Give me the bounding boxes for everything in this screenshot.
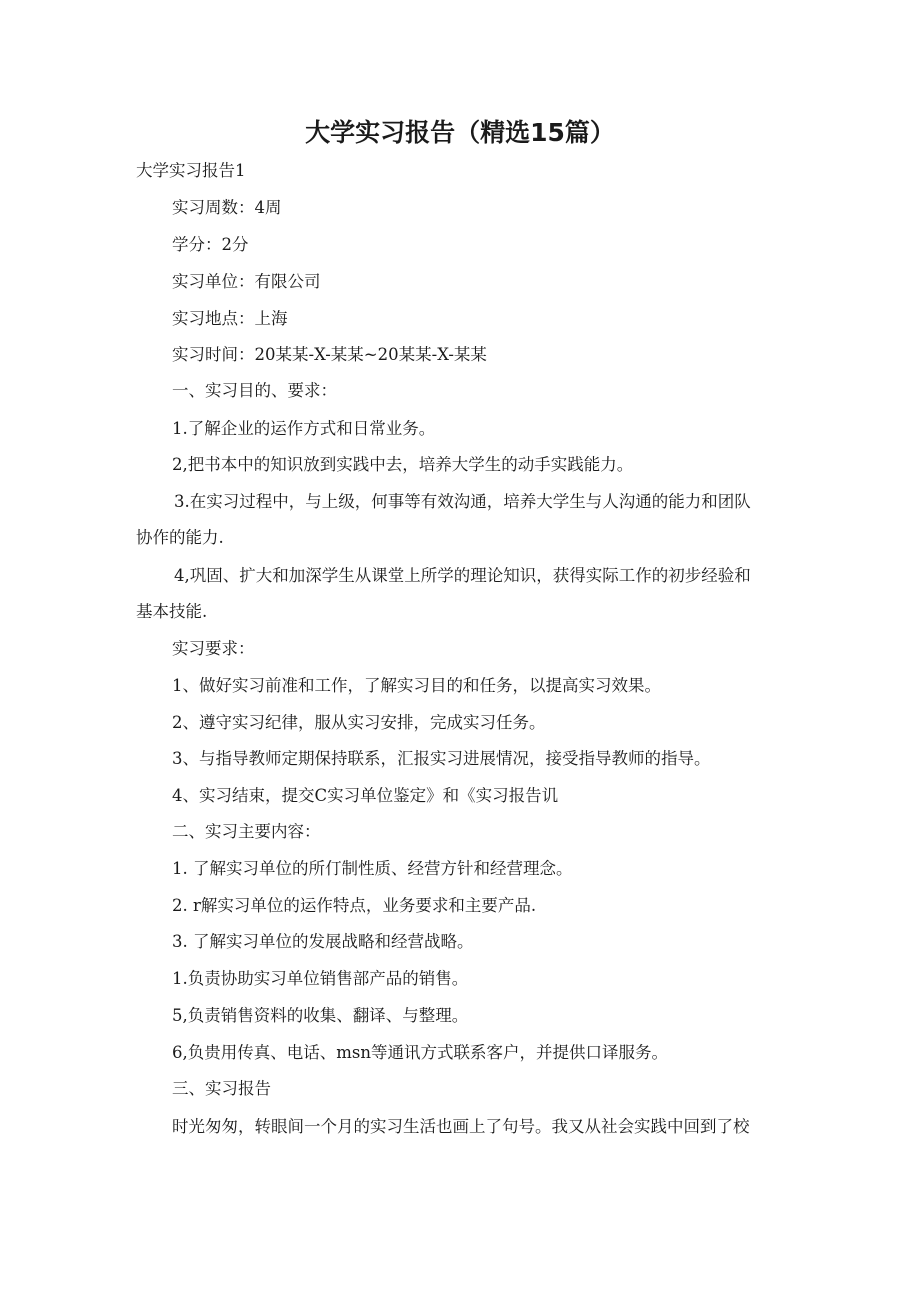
- document-title: 大学实习报告（精选15篇）: [305, 118, 615, 147]
- content-item-3: 3. 了解实习单位的发展战略和经营战略。: [172, 932, 474, 951]
- content-item-4: 1.负责协助实习单位销售部产品的销售。: [172, 969, 469, 988]
- content-item-1: 1. 了解实习单位的所仃制性质、经营方针和经营理念。: [172, 859, 573, 878]
- content-item-2: 2. r解实习单位的运作特点，业务要求和主要产品.: [172, 896, 537, 915]
- report-heading: 三、实习报告: [172, 1079, 271, 1098]
- purpose-item-3-line-2: 协作的能力.: [136, 528, 224, 547]
- requirements-item-4: 4、实习结束，提交C实习单位鉴定》和《实习报告讥: [172, 786, 559, 805]
- purpose-item-2: 2,把书本中的知识放到实践中去，培养大学生的动手实践能力。: [172, 455, 634, 474]
- purpose-item-4-line-2: 基本技能.: [136, 602, 208, 621]
- content-item-5: 5,负责销售资料的收集、翻译、与整理。: [172, 1006, 469, 1025]
- info-unit: 实习单位：有限公司: [172, 272, 321, 291]
- purpose-item-4-line-1: 4,巩固、扩大和加深学生从课堂上所学的理论知识，获得实际工作的初步经验和: [174, 566, 751, 585]
- purpose-heading: 一、实习目的、要求：: [172, 381, 337, 400]
- section-heading: 大学实习报告1: [136, 161, 246, 180]
- content-item-6: 6,负贵用传真、电话、msn等通讯方式联系客户，并提供口译服务。: [172, 1043, 668, 1062]
- purpose-item-1: 1.了解企业的运作方式和日常业务。: [172, 419, 436, 438]
- content-heading: 二、实习主要内容：: [172, 822, 321, 841]
- info-location: 实习地点：上海: [172, 309, 288, 328]
- requirements-item-2: 2、遵守实习纪律，服从实习安排，完成实习任务。: [172, 713, 546, 732]
- info-time: 实习时间：20某某-X-某某~20某某-X-某某: [172, 345, 487, 364]
- purpose-item-3-line-1: 3.在实习过程中，与上级，何事等有效沟通，培养大学生与人沟通的能力和团队: [174, 492, 751, 511]
- requirements-heading: 实习要求：: [172, 639, 255, 658]
- info-credits: 学分：2分: [172, 235, 249, 254]
- requirements-item-1: 1、做好实习前准和工作，了解实习目的和任务，以提高实习效果。: [172, 676, 661, 695]
- info-weeks: 实习周数：4周: [172, 198, 282, 217]
- report-paragraph-line-1: 时光匆匆，转眼间一个月的实习生活也画上了句号。我又从社会实践中回到了校: [172, 1117, 750, 1136]
- requirements-item-3: 3、与指导教师定期保持联系，汇报实习进展情况，接受指导教师的指导。: [172, 749, 711, 768]
